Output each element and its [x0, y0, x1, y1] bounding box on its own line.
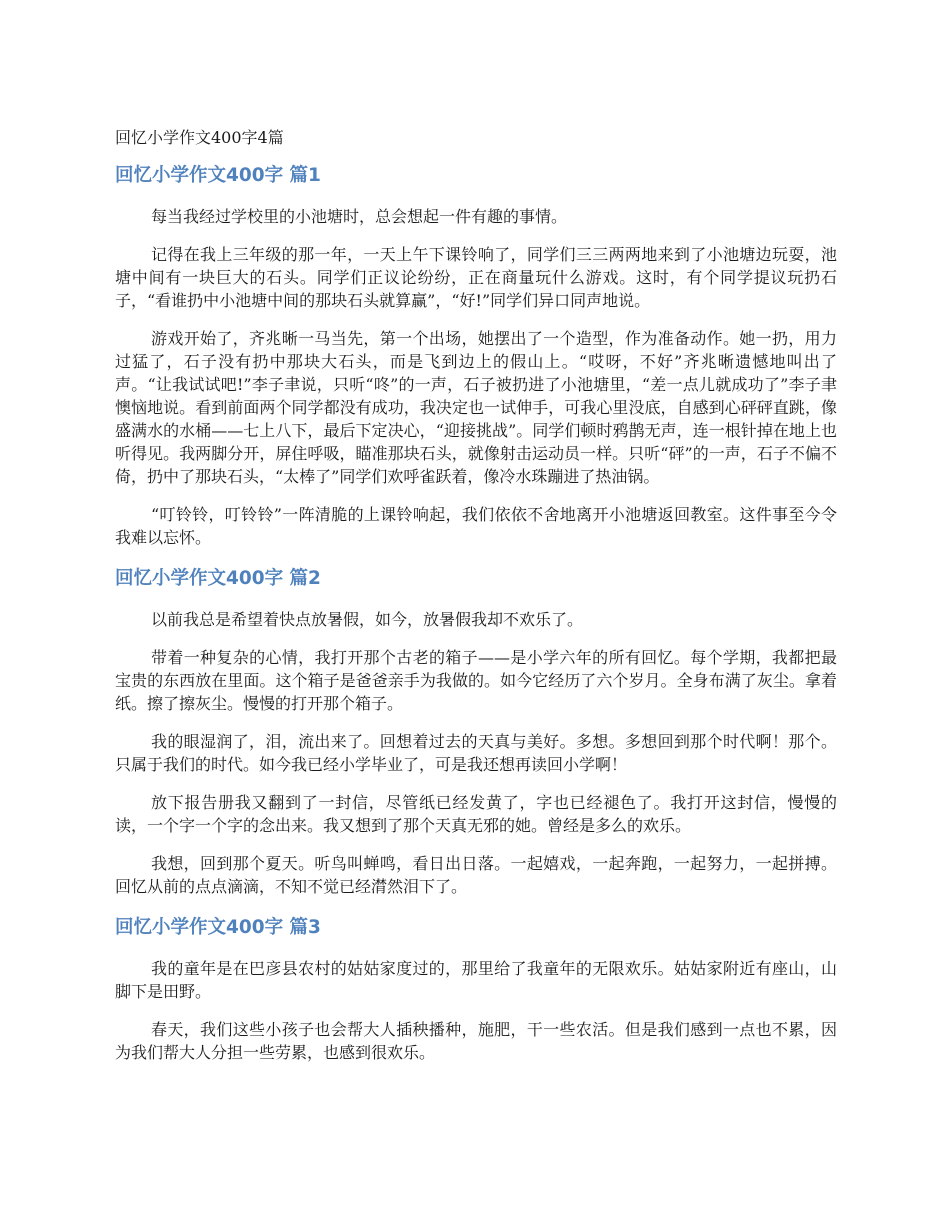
paragraph: 带着一种复杂的心情，我打开那个古老的箱子——是小学六年的所有回忆。每个学期，我都把最宝贵的东西放在里面。这个箱子是爸爸亲手为我做的。如今它经历了六个岁月。全身布满了灰尘。拿着纸。擦了擦灰尘。慢慢的打开那个箱子。 — [115, 648, 837, 713]
paragraph: 我的童年是在巴彦县农村的姑姑家度过的，那里给了我童年的无限欢乐。姑姑家附近有座山，山脚下是田野。 — [115, 959, 837, 1001]
essay-section-3 — [115, 913, 837, 1064]
paragraph: 以前我总是希望着快点放暑假，如今，放暑假我却不欢乐了。 — [151, 610, 584, 629]
paragraph: 春天，我们这些小孩子也会帮大人插秧播种，施肥，干一些农活。但是我们感到一点也不累，因为我们帮大人分担一些劳累，也感到很欢乐。 — [115, 1020, 837, 1062]
paragraph: “叮铃铃，叮铃铃”一阵清脆的上课铃响起，我们依依不舍地离开小池塘返回教室。这件事至今令我难以忘怀。 — [115, 505, 837, 547]
paragraph: 我想，回到那个夏天。听鸟叫蝉鸣，看日出日落。一起嬉戏，一起奔跑，一起努力，一起拼搏。回忆从前的点点滴滴，不知不觉已经潸然泪下了。 — [115, 854, 837, 896]
section-heading: 回忆小学作文400字 篇3 — [115, 917, 321, 938]
document-body — [115, 161, 837, 1064]
paragraph: 游戏开始了，齐兆晰一马当先，第一个出场，她摆出了一个造型，作为准备动作。她一扔，用力过猛了，石子没有扔中那块大石头，而是飞到边上的假山上。“哎呀，不好”齐兆晰遗憾地叫出了声。“让我试试吧!”李子聿说，只听“咚”的一声，石子被扔进了小池塘里，“差一点儿就成功了”李子聿懊恼地说。看到前面两个同学都没有成功，我决定也一试伸手，可我心里没底，自感到心砰砰直跳，像盛满水的水桶——七上八下，最后下定决心，“迎接挑战”。同学们顿时鸦鹊无声，连一根针掉在地上也听得见。我两脚分开，屏住呼吸，瞄准那块石头，就像射击运动员一样。只听“砰”的一声，石子不偏不倚，扔中了那块石头，“太棒了”同学们欢呼雀跃着，像冷水珠蹦进了热油锅。 — [115, 329, 837, 486]
essay-section-1 — [115, 161, 837, 549]
paragraph: 记得在我上三年级的那一年，一天上午下课铃响了，同学们三三两两地来到了小池塘边玩耍，池塘中间有一块巨大的石头。同学们正议论纷纷，正在商量玩什么游戏。这时，有个同学提议玩扔石子，“看谁扔中小池塘中间的那块石头就算赢”，“好!”同学们异口同声地说。 — [115, 245, 837, 310]
section-heading: 回忆小学作文400字 篇2 — [115, 568, 321, 589]
paragraph: 我的眼湿润了，泪，流出来了。回想着过去的天真与美好。多想。多想回到那个时代啊！那个。只属于我们的时代。如今我已经小学毕业了，可是我还想再读回小学啊！ — [115, 732, 837, 774]
paragraph: 每当我经过学校里的小池塘时，总会想起一件有趣的事情。 — [151, 207, 568, 226]
section-heading: 回忆小学作文400字 篇1 — [115, 165, 321, 186]
document-title: 回忆小学作文400字4篇 — [115, 128, 284, 147]
essay-section-2 — [115, 564, 837, 898]
paragraph: 放下报告册我又翻到了一封信，尽管纸已经发黄了，字也已经褪色了。我打开这封信，慢慢的读，一个字一个字的念出来。我又想到了那个天真无邪的她。曾经是多么的欢乐。 — [115, 793, 837, 835]
